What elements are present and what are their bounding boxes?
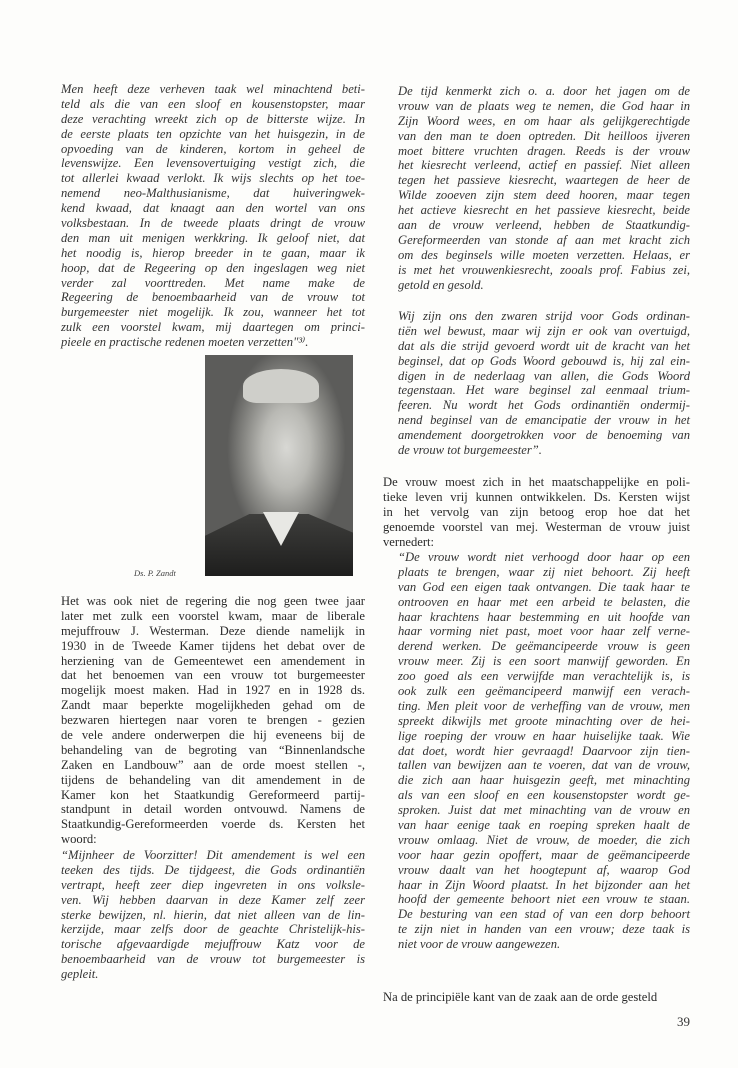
text-line: haar in Zijn Woord plaatst. In het bijzonder aan het bbox=[398, 877, 690, 892]
text-line: vrouw omlaag. Niet de vrouw, de moeder, die zich bbox=[398, 832, 690, 847]
text-line: Gereformeerden van stonde af aan met kracht zich bbox=[398, 232, 690, 247]
text-line: om des beginsels wille moeten verzetten. Helaas, er bbox=[398, 247, 690, 262]
text-line: tegen het passieve kiesrecht, waartegen de heer de bbox=[398, 173, 690, 188]
text-line: het noodig is, hierop breeder in te gaan, maar ik bbox=[61, 245, 365, 260]
text-line: De besturing van een stad of van een dorp behoort bbox=[398, 907, 690, 922]
text-line: tallen van bewijzen aan te voeren, dat van de vrouw, bbox=[398, 758, 690, 773]
text-line: die zich aan haar huisgezin geeft, met minachting bbox=[398, 773, 690, 788]
text-line: nemend neo-Malthusianisme, dat huiveringwek- bbox=[61, 186, 365, 201]
text-line: spreekt dikwijls met groote minachting over de hei- bbox=[398, 713, 690, 728]
photo-caption: Ds. P. Zandt bbox=[134, 568, 176, 578]
text-line: in het vervolg van zijn betoog erop hoe dat het bbox=[383, 504, 690, 519]
text-line: den man uit menigen werkkring. Ik geloof niet, dat bbox=[61, 230, 365, 245]
text-line: Kamer kon het Staatkundig Gereformeerd partij- bbox=[61, 787, 365, 802]
quote-block bbox=[61, 848, 365, 982]
text-line: voor haar gezin opoffert, maar de geëmancipeerde bbox=[398, 847, 690, 862]
text-line: ven. Wij hebben daarvan in deze Kamer zelf zeer bbox=[61, 892, 365, 907]
text-line: dat doet, wordt hier gevraagd! Daarvoor zijn tien- bbox=[398, 743, 690, 758]
quote-block bbox=[398, 309, 690, 458]
text-line: sterke bewijzen, nl. hierin, dat niet alleen van de lin- bbox=[61, 907, 365, 922]
text-line: benoembaarheid van de vrouw tot burgemeester is bbox=[61, 952, 365, 967]
text-line: behandeling van de begroting van “Binnenlandsche bbox=[61, 742, 365, 757]
portrait-photo bbox=[205, 355, 353, 576]
text-line: is met het vrouwenkiesrecht, zooals prof. Fabius zei, bbox=[398, 262, 690, 277]
text-line: De vrouw moest zich in het maatschappelijke en poli- bbox=[383, 475, 690, 489]
text-line: hoop, dat de Regeering op den ingeslagen weg niet bbox=[61, 260, 365, 275]
text-line: te zijn niet in handen van een vrouw; deze taak is bbox=[398, 922, 690, 937]
text-line: als van een sloof en een kousenstopster wordt ge- bbox=[398, 788, 690, 803]
text-line: woord: bbox=[61, 832, 97, 847]
body-paragraph bbox=[383, 990, 690, 1005]
text-line: De tijd kenmerkt zich o. a. door het jagen om de bbox=[398, 84, 690, 98]
text-line: haar vorming niet past, moet voor haar zelf verne- bbox=[398, 624, 690, 639]
text-line: “Mijnheer de Voorzitter! Dit amendement is wel een bbox=[61, 848, 365, 862]
text-line: 1930 in de Tweede Kamer tijdens het debat over de bbox=[61, 638, 365, 653]
text-line: beginsel, dat op Gods Woord gebouwd is, hij zal ein- bbox=[398, 353, 690, 368]
text-line: nend beginsel van de emancipatie der vrouw in het bbox=[398, 413, 690, 428]
text-line: vrouw van de plaats weg te nemen, die God haar in bbox=[398, 98, 690, 113]
text-line: van haar eenige taak en roeping spreken haalt de bbox=[398, 818, 690, 833]
text-line: tegenstaan. Het ware beginsel zal eenmaal trium- bbox=[398, 383, 690, 398]
body-paragraph bbox=[61, 594, 365, 847]
text-line: kend kwaad, dat knaagt aan den wortel van ons bbox=[61, 201, 365, 216]
text-line: niet voor de vrouw aangewezen. bbox=[398, 937, 561, 952]
text-line: bezwaren hiertegen naar voren te brengen - gezien bbox=[61, 713, 365, 728]
text-line: Het was ook niet de regering die nog geen twee jaar bbox=[61, 594, 365, 608]
text-line: mogelijk moest maken. Had in 1927 en in 1928 ds. bbox=[61, 683, 365, 698]
portrait-hair bbox=[243, 369, 319, 403]
text-line: teld als die van een sloof en kousenstopster, maar bbox=[61, 96, 365, 111]
text-line: deze verachting wreekt zich op de bitterste wijze. In bbox=[61, 111, 365, 126]
text-line: herziening van de Gemeentewet een amendement in bbox=[61, 653, 365, 668]
text-line: teeken des tijds. De tijdgeest, die Gods ordinantiën bbox=[61, 862, 365, 877]
text-line: gepleit. bbox=[61, 967, 99, 982]
text-line: Regeering de benoembaarheid van de vrouw tot bbox=[61, 290, 365, 305]
text-line: de vrouw tot burgemeester”. bbox=[398, 443, 542, 458]
text-line: sproken. Juist dat met minachting van de vrouw en bbox=[398, 803, 690, 818]
text-line: de eerste plaats ten opzichte van het huisgezin, in de bbox=[61, 126, 365, 141]
text-line: het actieve kiesrecht en het passieve kiesrecht, beide bbox=[398, 203, 690, 218]
text-line: opvoeding van de kinderen, kortom in geheel de bbox=[61, 141, 365, 156]
text-line: haar krachtens haar bestemming en uit hoofde van bbox=[398, 609, 690, 624]
text-line: “De vrouw wordt niet verhoogd door haar op een bbox=[398, 550, 690, 564]
quote-block bbox=[398, 84, 690, 292]
text-line: tijdens de behandeling van dit amendement in de bbox=[61, 772, 365, 787]
text-line: van God een eigen taak ontvangen. Die taak haar te bbox=[398, 579, 690, 594]
text-line: vrouw daalt van het hoogtepunt af, waarop God bbox=[398, 862, 690, 877]
text-line: torische afgevaardigde mejuffrouw Katz voor de bbox=[61, 937, 365, 952]
text-line: plaats te brengen, waar zij niet behoort. Zij heeft bbox=[398, 564, 690, 579]
text-line: amendement doorgetrokken voor de benoeming van bbox=[398, 428, 690, 443]
text-line: Zandt maar beperkte mogelijkheden gehad om de bbox=[61, 698, 365, 713]
text-line: ook zulk een geëmancipeerd manwijf een verach- bbox=[398, 684, 690, 699]
text-line: vertrapt, heeft zeer diep ingevreten in ons volksle- bbox=[61, 877, 365, 892]
text-line: vrouw meer. Zij is een soort manwijf geworden. En bbox=[398, 654, 690, 669]
text-line: Wilde zooeven zijn stem deed hooren, maar tegen bbox=[398, 188, 690, 203]
body-paragraph bbox=[383, 475, 690, 549]
text-line: verder zal voorttreden. Met name make de bbox=[61, 275, 365, 290]
text-line: Zaken en Landbouw” aan de orde moest stellen -, bbox=[61, 757, 365, 772]
text-line: de vele andere onderwerpen die hij eveneens bij de bbox=[61, 728, 365, 743]
text-line: digen in de nederlaag van allen, die Gods Woord bbox=[398, 368, 690, 383]
text-line: genoemde voorstel van mej. Westerman de vrouw juist bbox=[383, 519, 690, 534]
text-line: zulk een voorstel kwam, mij daartegen om princi- bbox=[61, 320, 365, 335]
text-line: pieele en practische redenen moeten verzetten"³⁾. bbox=[61, 335, 309, 350]
text-line: levenswijze. Een levensovertuiging vestigt zich, die bbox=[61, 156, 365, 171]
text-line: moet bittere vruchten dragen. Reeds is der vrouw bbox=[398, 143, 690, 158]
text-line: standpunt in detail worden ontvouwd. Namens de bbox=[61, 802, 365, 817]
text-line: Na de principiële kant van de zaak aan de orde gesteld bbox=[383, 990, 658, 1004]
text-line: later met zulk een voorstel kwam, maar de liberale bbox=[61, 608, 365, 623]
text-line: aan de vrouw verleend, hebben de Staatkundig- bbox=[398, 218, 690, 233]
text-line: mejuffrouw J. Westerman. Deze diende namelijk in bbox=[61, 623, 365, 638]
page-number: 39 bbox=[677, 1014, 690, 1029]
text-line: getold en gesold. bbox=[398, 277, 484, 292]
text-line: tiën wel bewust, maar wij zijn er ook van overtuigd, bbox=[398, 323, 690, 338]
text-line: ontrooven en haar met een arbeid te belasten, die bbox=[398, 594, 690, 609]
quote-block bbox=[61, 82, 365, 350]
text-line: derend werken. De geëmancipeerde vrouw is geen bbox=[398, 639, 690, 654]
text-line: hoofd der gemeente behoort niet een vrouw te staan. bbox=[398, 892, 690, 907]
text-line: dat het benoemen van een vrouw tot burgemeester bbox=[61, 668, 365, 683]
text-line: het kiesrecht verleend, actief en passief. Niet alleen bbox=[398, 158, 690, 173]
text-line: lige roeping der vrouw en haar huiselijke taak. Wie bbox=[398, 728, 690, 743]
text-line: Staatkundig-Gereformeerden voerde ds. Kersten het bbox=[61, 817, 365, 832]
quote-block bbox=[398, 550, 690, 952]
text-line: volksbestaan. In de tweede plaats dringt de vrouw bbox=[61, 216, 365, 231]
text-line: Wij zijn ons den zwaren strijd voor Gods ordinan- bbox=[398, 309, 690, 323]
text-line: feeren. Nu wordt het Gods ordinantiën ondermij- bbox=[398, 398, 690, 413]
text-line: van den man te doen optreden. Dit heilloos ijveren bbox=[398, 128, 690, 143]
text-line: Men heeft deze verheven taak wel minachtend beti- bbox=[61, 82, 365, 96]
text-line: tieke leven vrij kunnen ontwikkelen. Ds. Kersten wijst bbox=[383, 489, 690, 504]
text-line: burgemeester niet mogelijk. Ik zou, wanneer het tot bbox=[61, 305, 365, 320]
text-line: tot allerlei kwaad verlokt. Ik wijs slechts op het toe- bbox=[61, 171, 365, 186]
text-line: kerzijde, maar zelfs door de geachte Christelijk-his- bbox=[61, 922, 365, 937]
text-line: vernedert: bbox=[383, 534, 435, 549]
text-line: Zijn Woord wees, en om haar als gelijkgerechtigde bbox=[398, 113, 690, 128]
text-line: ting. Men pleit voor de verheffing van de vrouw, men bbox=[398, 698, 690, 713]
text-line: dat als die strijd gevoerd wordt uit de kracht van het bbox=[398, 338, 690, 353]
text-line: zoo goed als een verwijfde man verachtelijk is, is bbox=[398, 669, 690, 684]
